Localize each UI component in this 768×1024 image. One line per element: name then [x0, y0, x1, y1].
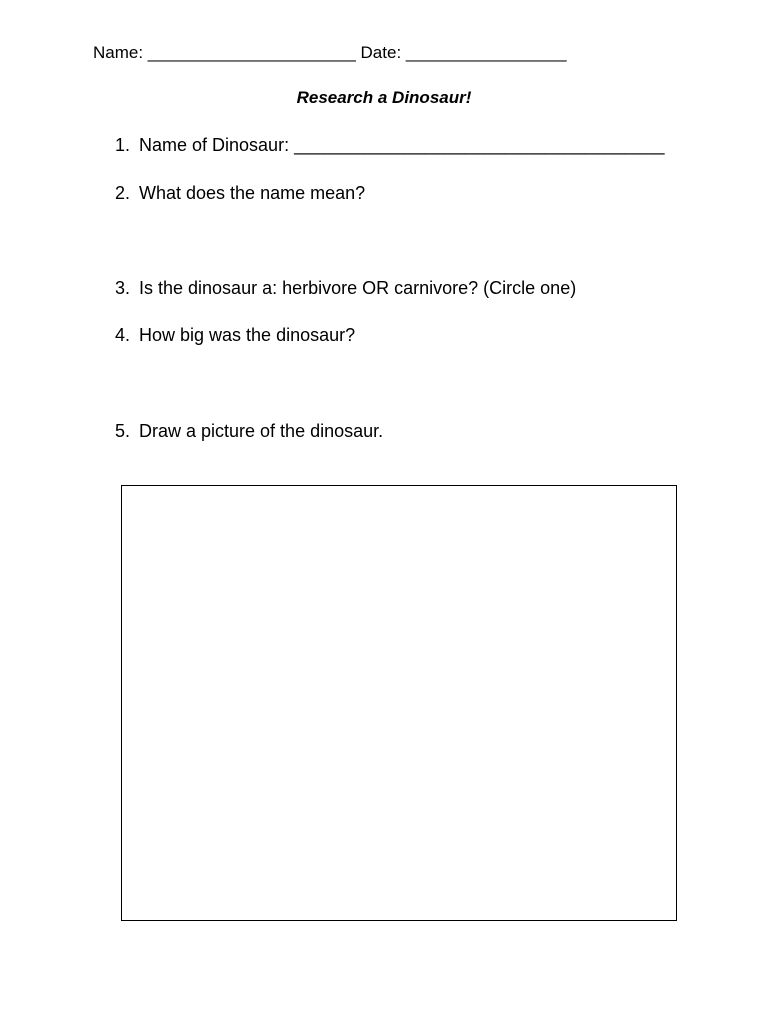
question-4 [115, 325, 355, 346]
question-text: How big was the dinosaur? [139, 325, 356, 345]
worksheet-title: Research a Dinosaur! [296, 88, 472, 107]
question-number: 2. [115, 183, 131, 203]
question-text: Draw a picture of the dinosaur. [139, 421, 384, 441]
question-number: 3. [115, 278, 131, 298]
drawing-box [121, 485, 677, 921]
question-3 [115, 278, 576, 299]
question-number: 4. [115, 325, 131, 345]
question-text: Is the dinosaur a: herbivore OR carnivore? (Circle one) [139, 278, 577, 298]
question-text: What does the name mean? [139, 183, 366, 203]
name-field-label: Name: ______________________ [93, 43, 356, 62]
date-field-label: Date: _________________ [360, 43, 567, 62]
question-5 [115, 421, 383, 442]
question-2 [115, 183, 365, 204]
header-line [93, 43, 567, 63]
question-number: 5. [115, 421, 131, 441]
question-1 [115, 135, 664, 156]
question-number: 1. [115, 135, 131, 155]
question-text: Name of Dinosaur: _____________________________________ [139, 135, 665, 155]
